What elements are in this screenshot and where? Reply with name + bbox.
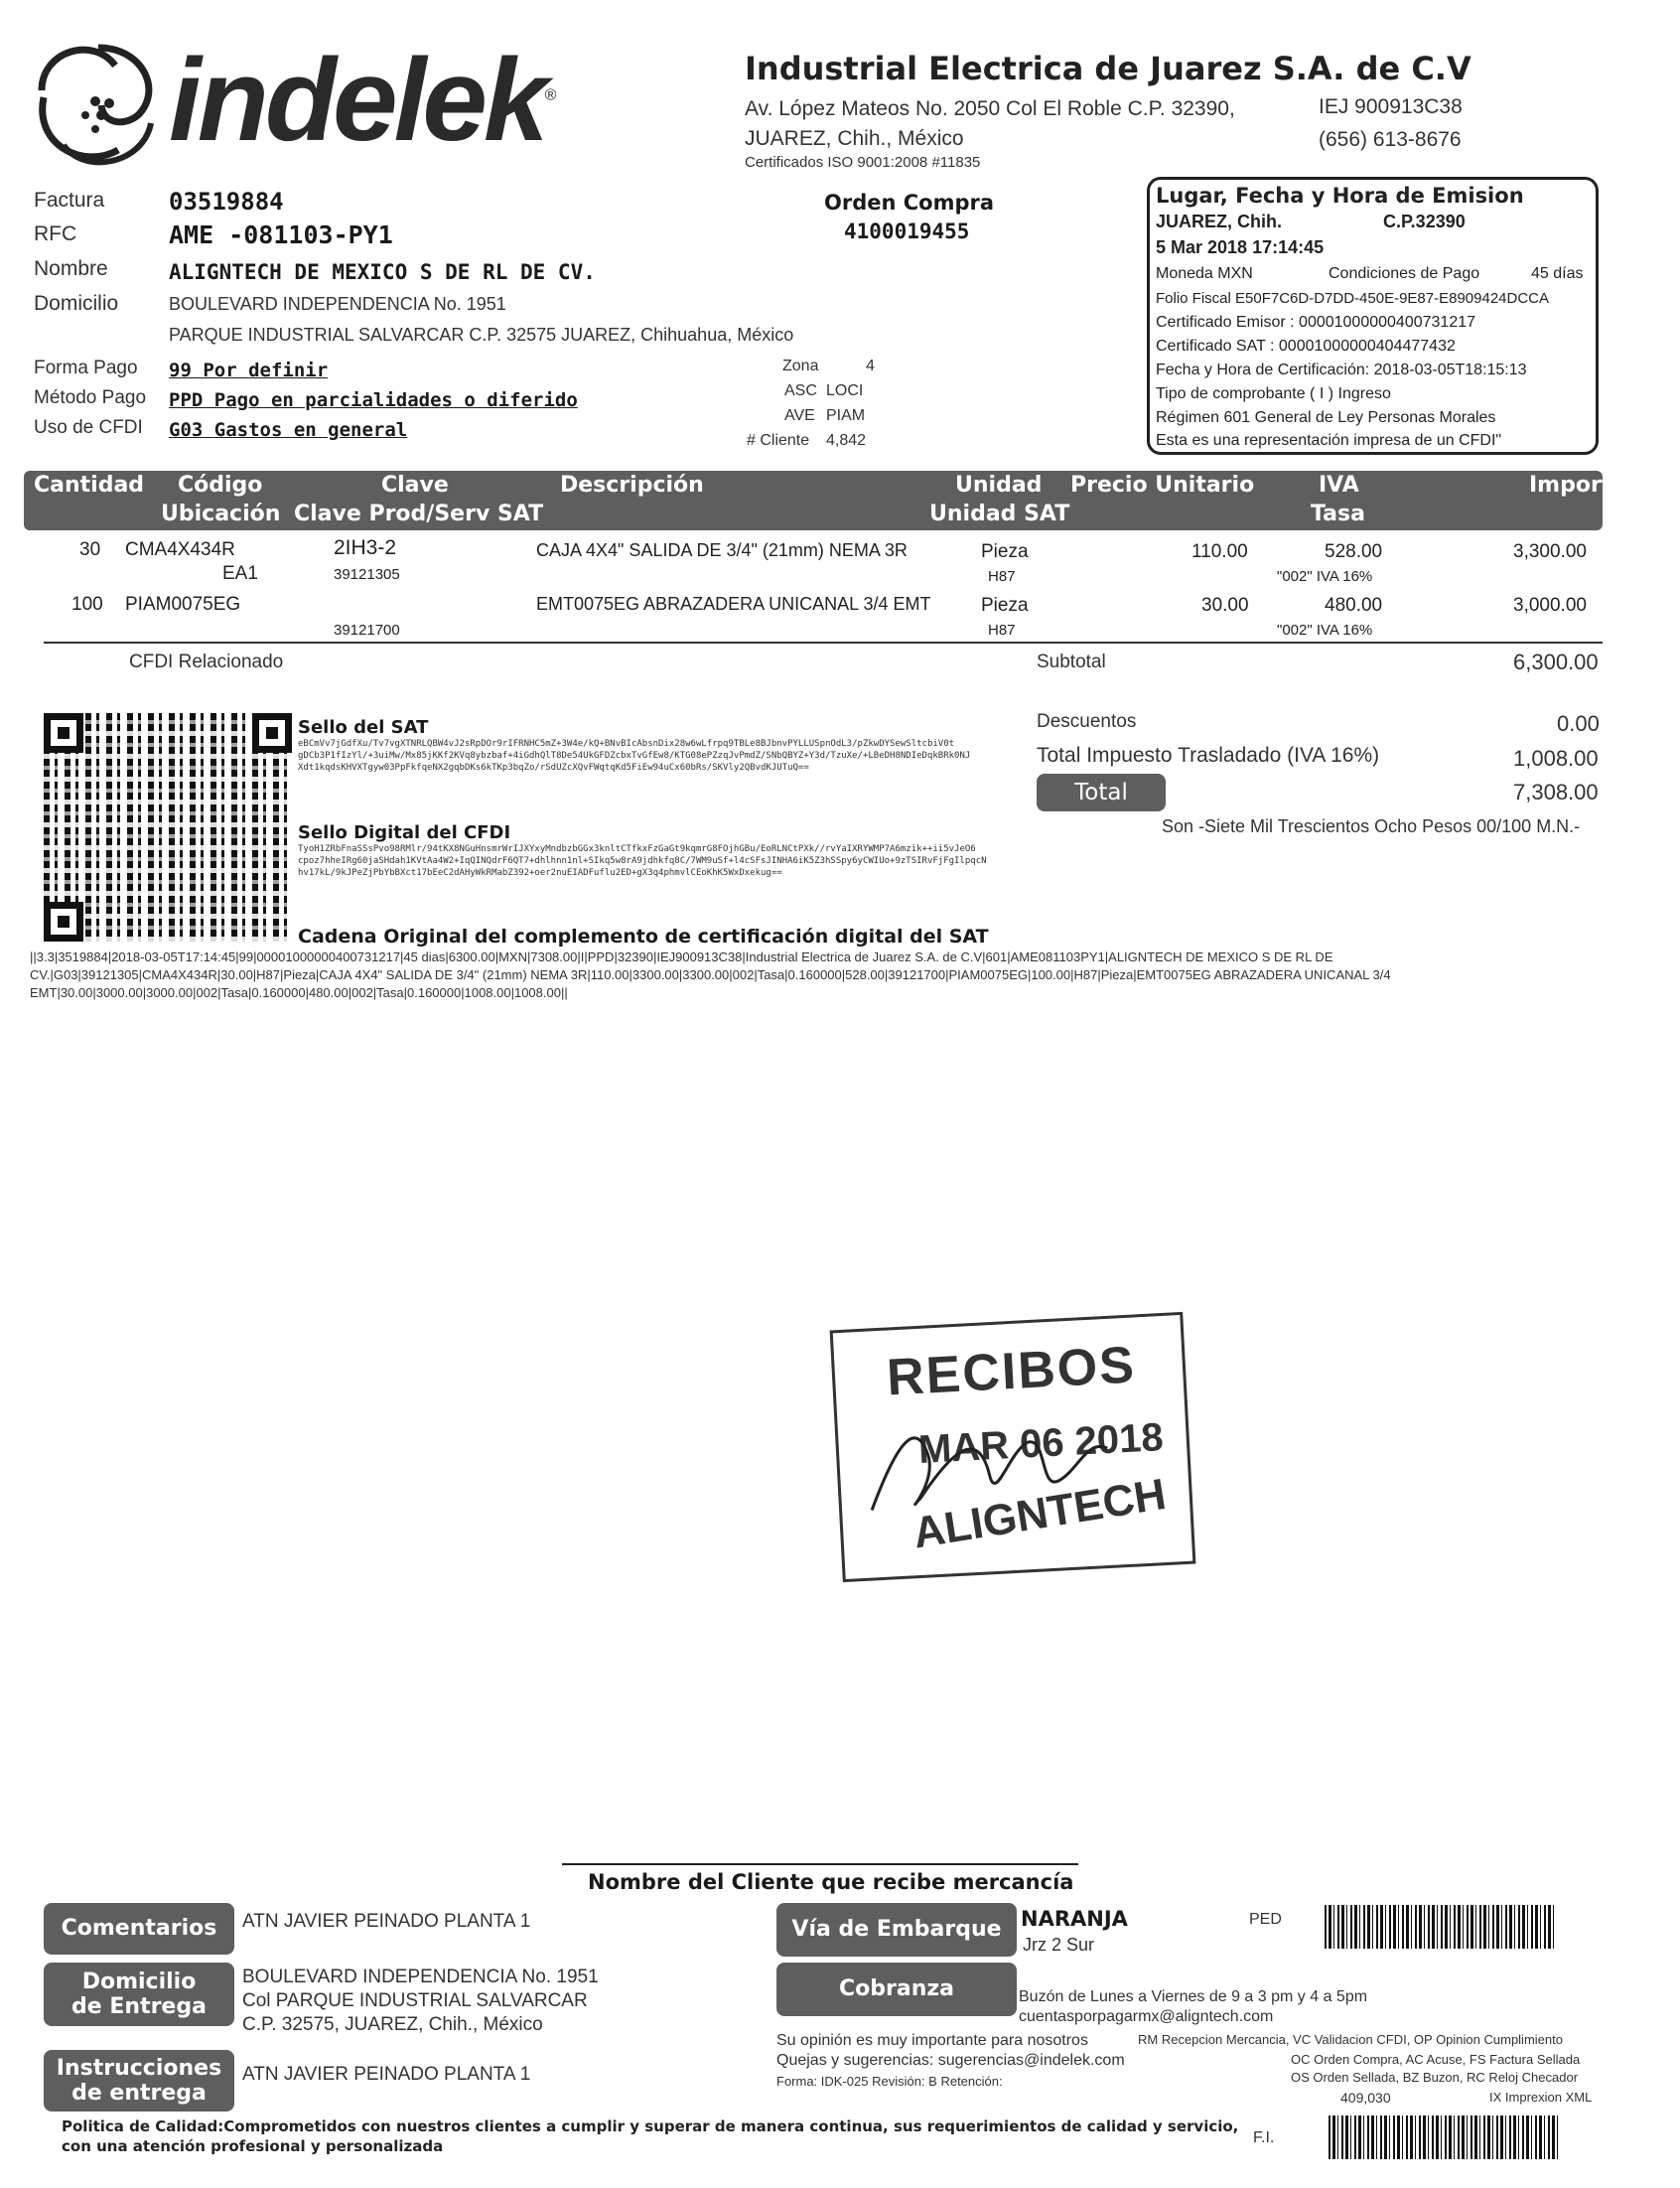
row-importe: 3,300.00 [1513,541,1587,562]
codes-line-2: OC Orden Compra, AC Acuse, FS Factura Sellada [1291,2052,1581,2067]
row-tasa: "002" IVA 16% [1277,622,1373,639]
nombre-label: Nombre [34,257,108,280]
row-unidad: Pieza [981,541,1029,562]
cadena-line: EMT|30.00|3000.00|3000.00|002|Tasa|0.160000|480.00|002|Tasa|0.160000|1008.00|1008.00|| [30,985,568,1000]
instrucciones-label-2: de entrega [71,2081,207,2106]
stamp-aligntech: ALIGNTECH [910,1469,1170,1558]
barcode-icon [1329,2115,1559,2159]
col-precio: Precio Unitario [1070,473,1255,498]
row-descripcion: CAJA 4X4" SALIDA DE 3/4" (21mm) NEMA 3R [536,540,908,560]
sello-cfdi-line: TyoH1ZRbFnaSSsPvo98RMlr/94tKX8NGuHnsmrWrIJXYxyMndbzbGGx3knltCTfkxFzGaGt9kqmrG8FOjhGBu/EoRLNCtPXk//rvYaIXRYWMP7A6mzik++ii5vJeO6 [298,844,976,854]
emission-title: Lugar, Fecha y Hora de Emision [1156,184,1524,208]
row-iva: 480.00 [1325,595,1383,616]
col-iva: IVA [1319,473,1359,498]
via-embarque-label: Vía de Embarque [776,1903,1017,1957]
row-importe: 3,000.00 [1513,595,1587,616]
codes-line-3: OS Orden Sellada, BZ Buzon, RC Reloj Checador [1291,2070,1579,2085]
forma-pago-value: 99 Por definir [169,360,329,381]
company-address-1: Av. López Mateos No. 2050 Col El Roble C.P. 32390, [745,97,1235,120]
regimen-fiscal: Régimen 601 General de Ley Personas Morales [1156,409,1496,426]
cobranza-label: Cobranza [776,1963,1017,2016]
certificado-emisor: Certificado Emisor : 00001000000400731217 [1156,314,1476,331]
forma-revision: Forma: IDK-025 Revisión: B Retención: [776,2074,1003,2089]
folio-num: 409,030 [1340,2090,1391,2106]
ave-value: PIAM [826,407,866,424]
domicilio-entrega-1: BOULEVARD INDEPENDENCIA No. 1951 [242,1967,599,1987]
subtotal-value: 6,300.00 [1513,650,1599,674]
impuesto-value: 1,008.00 [1513,746,1599,771]
sello-sat-line: Xdt1kqdsKHVXTgyw03PpFkfqeNX2gqbDKs6kTKp3bqZo/rSdUZcXQvFWqtqKd5FiEw94uCx60bRs/SKVly2QBvdKJUTuQ== [298,763,809,773]
orden-compra-number: 4100019455 [844,219,970,243]
total-label: Total [1037,774,1166,811]
codes-line-4: IX Imprexion XML [1489,2090,1593,2105]
iso-certification: Certificados ISO 9001:2008 #11835 [745,154,981,171]
col-ubicacion: Ubicación [161,502,281,526]
factura-label: Factura [34,189,105,212]
zona-label: Zona [782,358,819,374]
received-stamp [830,1312,1196,1582]
row-unidad: Pieza [981,595,1029,616]
row-tasa: "002" IVA 16% [1277,568,1373,585]
asc-label: ASC [784,382,817,399]
rfc-label: RFC [34,222,77,245]
cobranza-horario: Buzón de Lunes a Viernes de 9 a 3 pm y 4 a 5pm [1019,1988,1368,2005]
moneda: Moneda MXN [1156,265,1253,282]
stamp-recibos: RECIBOS [885,1336,1138,1407]
sello-sat-line: gDCb3P1fIzYl/+3uiMw/Mx85jKKf2KVq8ybzbaf+4iGdhQlT8De54UkGFDZcbxTvGfEw8/KTG08ePZzqJvPmdZ/SNbQBYZ+Y3d/TzuXe/+LBeDH8NDIeDqkBRk0NJ [298,751,971,761]
qr-finder-icon [252,713,292,753]
row-cantidad: 30 [79,539,101,560]
descuentos-label: Descuentos [1037,711,1137,732]
qr-finder-icon [44,902,83,942]
col-clave: Clave [381,473,449,498]
cliente-label: # Cliente [747,432,810,449]
barcode-icon [1325,1905,1555,1949]
asc-value: LOCI [826,382,864,399]
company-phone: (656) 613-8676 [1319,128,1462,151]
fi-label: F.I. [1253,2129,1275,2146]
indelek-logo: indelek® [169,35,553,166]
emission-box [1147,177,1599,455]
col-descripcion: Descripción [560,473,704,498]
zona-value: 4 [866,358,875,374]
row-codigo: PIAM0075EG [125,594,241,615]
domicilio-entrega-label-1: Domicilio [81,1969,197,1994]
ave-label: AVE [784,407,815,424]
uso-cfdi-label: Uso de CFDI [34,417,143,438]
tipo-comprobante: Tipo de comprobante ( I ) Ingreso [1156,385,1391,402]
condiciones-pago-dias: 45 días [1531,265,1584,282]
instrucciones-label-1: Instrucciones [56,2055,222,2081]
signature-line [562,1863,1078,1865]
row-clave-sat: 39121700 [334,622,400,639]
quejas-email: Quejas y sugerencias: sugerencias@indelek.com [776,2052,1125,2069]
via-embarque-value: NARANJA [1021,1907,1128,1931]
fecha-certificacion: Fecha y Hora de Certificación: 2018-03-05T18:15:13 [1156,362,1527,378]
domicilio-entrega-label [44,1963,234,2026]
items-table-header [24,471,1627,530]
comentarios-label: Comentarios [44,1903,234,1955]
col-cantidad: Cantidad [34,473,145,498]
condiciones-pago-label: Condiciones de Pago [1329,265,1480,282]
row-clave-sat: 39121305 [334,566,400,583]
signature-icon [856,1388,1121,1540]
row-unidad-sat: H87 [988,622,1016,639]
col-unidad: Unidad [955,473,1043,498]
row-precio: 110.00 [1191,541,1248,562]
domicilio-entrega-label-2: de Entrega [71,1994,207,2019]
table-divider [44,642,1603,644]
col-tasa: Tasa [1311,502,1365,526]
sello-cfdi-label: Sello Digital del CFDI [298,822,511,843]
politica-calidad-1: Politica de Calidad:Comprometidos con nuestros clientes a cumplir y superar de manera continua, sus requerimientos de calidad y servicio, [62,2117,1239,2135]
sello-cfdi-line: hv17kL/9kJPeZjPbYbBXct17bEeC2dAHyWkRMabZ392+oer2nuEIADFuflu2ED+gX3q4phmvlCEoKhK5WxDxekug== [298,868,782,878]
factura-number: 03519884 [169,188,284,216]
cliente-value: 4,842 [826,432,867,449]
total-en-letra: Son -Siete Mil Trescientos Ocho Pesos 00/100 M.N.- [1162,816,1581,836]
total-value: 7,308.00 [1513,780,1599,804]
client-rfc: AME -081103-PY1 [169,220,393,249]
cadena-line: CV.|G03|39121305|CMA4X434R|30.00|H87|Pieza|CAJA 4X4" SALIDA DE 3/4" (21mm) NEMA 3R|110.00|3300.00|3300.00|002|Tasa|0.160000|528.00|39121700|PIAM0075EG|100.00|H87|Pieza|EMT0075EG ABRAZADERA UNICANAL 3/4 [30,967,1391,982]
domicilio-entrega-2: Col PARQUE INDUSTRIAL SALVARCAR [242,1990,588,2011]
via-embarque-ruta: Jrz 2 Sur [1023,1935,1095,1955]
ped-label: PED [1249,1911,1282,1928]
comentarios-value: ATN JAVIER PEINADO PLANTA 1 [242,1911,531,1932]
company-name: Industrial Electrica de Juarez S.A. de C.V [745,50,1471,87]
emission-cp: C.P.32390 [1383,212,1466,231]
row-codigo: CMA4X434R [125,539,235,560]
cadena-line: ||3.3|3519884|2018-03-05T17:14:45|99|00001000000400731217|45 dias|6300.00|MXN|7308.00|I|PPD|32390|IEJ900913C38|Industrial Electrica de Juarez S.A. de C.V|601|AME081103PY1|ALIGNTECH DE MEXICO S DE RL DE [30,949,1333,964]
descuentos-value: 0.00 [1557,711,1600,736]
client-address-2: PARQUE INDUSTRIAL SALVARCAR C.P. 32575 JUAREZ, Chihuahua, México [169,325,794,345]
cadena-label: Cadena Original del complemento de certificación digital del SAT [298,926,989,948]
certificado-sat: Certificado SAT : 00001000000404477432 [1156,338,1456,355]
metodo-pago-value: PPD Pago en parcialidades o diferido [169,389,578,411]
indelek-swirl-logo-icon [24,36,173,175]
cfdi-relacionado: CFDI Relacionado [129,652,284,672]
company-address-2: JUAREZ, Chih., México [745,127,964,150]
cliente-recibe-label: Nombre del Cliente que recibe mercancía [588,1870,1074,1894]
subtotal-label: Subtotal [1037,652,1106,672]
client-address-1: BOULEVARD INDEPENDENCIA No. 1951 [169,294,506,314]
row-ubicacion: EA1 [222,563,258,584]
client-name: ALIGNTECH DE MEXICO S DE RL DE CV. [169,260,596,284]
row-precio: 30.00 [1201,595,1249,616]
company-rfc: IEJ 900913C38 [1319,95,1463,118]
codes-line-1: RM Recepcion Mercancia, VC Validacion CFDI, OP Opinion Cumplimiento [1138,2032,1563,2047]
sello-sat-line: eBCmVv7jGdfXu/Tv7vgXTNRLQBW4vJ2sRpDOr9rIFRNHC5mZ+3W4e/kQ+BNvBIcAbsnDix28w6wLfrpq9TBLe8BJbnvPYLLUSpnOdL3/pZkwDYSewSltcbiV0t [298,739,955,749]
col-clave-sat: Clave Prod/Serv SAT [294,502,544,526]
row-descripcion: EMT0075EG ABRAZADERA UNICANAL 3/4 EMT [536,594,931,614]
col-codigo: Código [178,473,263,498]
sello-cfdi-line: cpoz7hheIRg60jaSHdah1KVtAa4W2+IqQINQdrF6QT7+dhlhnn1nl+SIkq5w8rA9jdhkfq8C/7WM9uSf+l4cSFsJINHA6iK5Z3hSSpy6yCWIUo+9zTSIRvFjFgIlpqcN [298,856,987,866]
impuesto-label: Total Impuesto Trasladado (IVA 16%) [1037,744,1380,767]
cfdi-leyenda: Esta es una representación impresa de un CFDI" [1156,432,1502,449]
sello-sat-label: Sello del SAT [298,717,429,738]
domicilio-label: Domicilio [34,292,119,315]
uso-cfdi-value: G03 Gastos en general [169,419,408,441]
politica-calidad-2: con una atención profesional y personalizada [62,2137,444,2155]
qr-finder-icon [44,713,83,753]
stamp-date: MAR 06 2018 [916,1415,1165,1472]
instrucciones-entrega-label [44,2050,234,2112]
opinion-text: Su opinión es muy importante para nosotros [776,2032,1088,2049]
row-iva: 528.00 [1325,541,1383,562]
domicilio-entrega-3: C.P. 32575, JUAREZ, Chih., México [242,2014,543,2035]
metodo-pago-label: Método Pago [34,387,147,408]
emission-datetime: 5 Mar 2018 17:14:45 [1156,237,1325,257]
col-unidad-sat: Unidad SAT [929,502,1070,526]
row-unidad-sat: H87 [988,568,1016,585]
folio-fiscal: Folio Fiscal E50F7C6D-D7DD-450E-9E87-E8909424DCCA [1156,290,1550,307]
row-clave: 2IH3-2 [334,536,397,559]
cobranza-email: cuentasporpagarmx@aligntech.com [1019,2008,1274,2025]
col-importe: Importe [1529,473,1627,498]
instrucciones-value: ATN JAVIER PEINADO PLANTA 1 [242,2064,531,2085]
emission-city: JUAREZ, Chih. [1156,212,1283,231]
row-cantidad: 100 [71,594,103,615]
forma-pago-label: Forma Pago [34,358,138,378]
orden-compra-label: Orden Compra [824,191,995,215]
